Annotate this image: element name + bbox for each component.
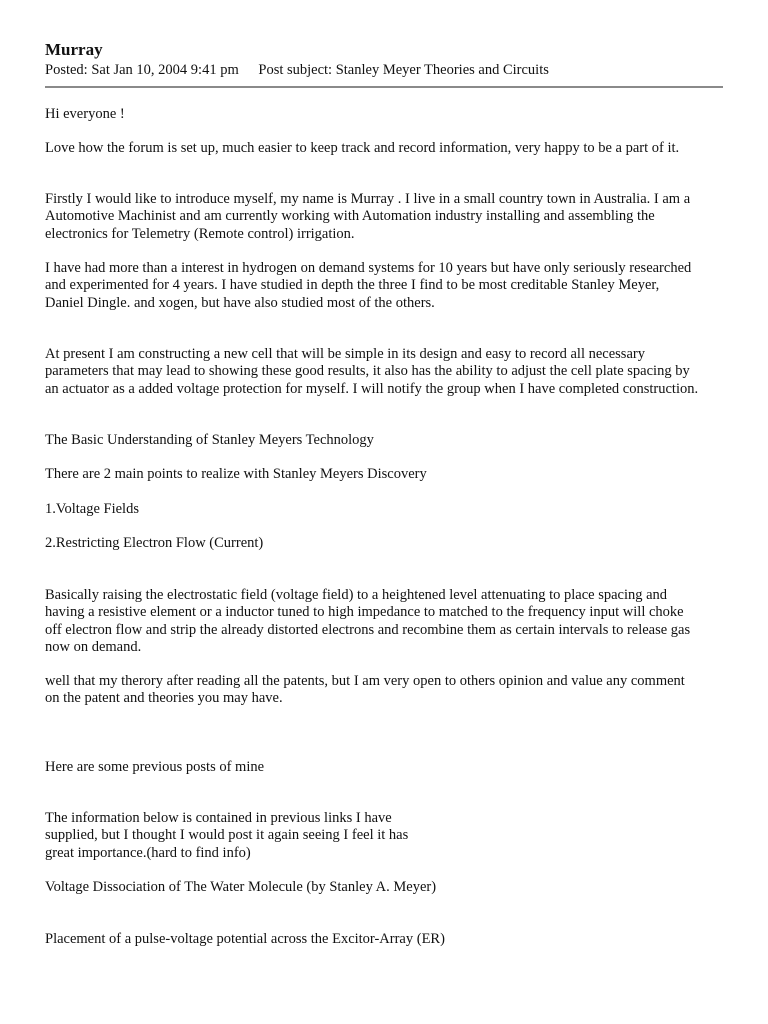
paragraph (45, 346, 698, 398)
post-meta (45, 61, 549, 79)
paragraph (45, 879, 436, 896)
paragraph (45, 759, 264, 776)
paragraph-line: on the patent and theories you may have. (45, 690, 283, 707)
paragraph-line: an actuator as a added voltage protection for myself. I will notify the group when I have completed construction. (45, 380, 699, 397)
paragraph-line: great importance.(hard to find info) (45, 844, 251, 861)
paragraph (45, 673, 685, 708)
paragraph (45, 466, 427, 483)
paragraph-line: 2.Restricting Electron Flow (Current) (45, 535, 264, 551)
paragraph-line: parameters that may lead to showing these good results, it also has the ability to adjust the cell plate spacing by (45, 363, 690, 380)
paragraph-line: Here are some previous posts of mine (45, 759, 265, 775)
paragraph-line: Firstly I would like to introduce myself, my name is Murray . I live in a small country town in Australia. I am a (45, 191, 691, 207)
posted-label: Posted: (45, 62, 88, 78)
paragraph (45, 810, 408, 862)
paragraph-line: The information below is contained in previous links I have (45, 810, 392, 826)
paragraph-line: 1.Voltage Fields (45, 501, 139, 517)
paragraph-line: I have had more than a interest in hydrogen on demand systems for 10 years but have only seriously researched (45, 260, 692, 276)
paragraph-line: There are 2 main points to realize with Stanley Meyers Discovery (45, 466, 427, 482)
paragraph-line: Hi everyone ! (45, 106, 125, 122)
paragraph-line: supplied, but I thought I would post it again seeing I feel it has (45, 827, 409, 844)
paragraph (45, 260, 691, 312)
paragraph-line: and experimented for 4 years. I have studied in depth the three I find to be most creditable Stanley Meyer, (45, 277, 660, 294)
paragraph-line: Love how the forum is set up, much easier to keep track and record information, very happy to be a part of it. (45, 140, 680, 156)
post-author: Murray (45, 40, 103, 59)
paragraph (45, 587, 690, 657)
paragraph (45, 432, 374, 449)
post-subject: Stanley Meyer Theories and Circuits (335, 62, 549, 78)
subject-label: Post subject: (258, 62, 333, 78)
paragraph-line: off electron flow and strip the already distorted electrons and recombine them as certain intervals to release gas (45, 621, 691, 638)
paragraph-line: now on demand. (45, 639, 142, 656)
paragraph (45, 106, 125, 123)
paragraph-line: electronics for Telemetry (Remote control) irrigation. (45, 225, 355, 242)
paragraph-line: Basically raising the electrostatic field (voltage field) to a heightened level attenuating to place spacing and (45, 587, 668, 603)
paragraph (45, 931, 445, 948)
posted-date: Sat Jan 10, 2004 9:41 pm (91, 62, 239, 78)
header-divider (45, 86, 723, 88)
paragraph-line: Voltage Dissociation of The Water Molecule (by Stanley A. Meyer) (45, 879, 437, 895)
paragraph (45, 140, 679, 157)
paragraph-line: Daniel Dingle. and xogen, but have also studied most of the others. (45, 294, 435, 311)
paragraph-line: well that my therory after reading all the patents, but I am very open to others opinion and value any comment (45, 673, 685, 689)
paragraph-line: Automotive Machinist and am currently working with Automation industry installing and assembling the (45, 208, 655, 225)
paragraph (45, 501, 139, 518)
paragraph-line: Placement of a pulse-voltage potential across the Excitor-Array (ER) (45, 931, 445, 947)
paragraph (45, 191, 690, 243)
paragraph-line: having a resistive element or a inductor tuned to high impedance to matched to the frequency input will choke (45, 604, 684, 621)
paragraph (45, 535, 263, 552)
paragraph-line: The Basic Understanding of Stanley Meyers Technology (45, 432, 374, 448)
paragraph-line: At present I am constructing a new cell that will be simple in its design and easy to record all necessary (45, 346, 645, 362)
